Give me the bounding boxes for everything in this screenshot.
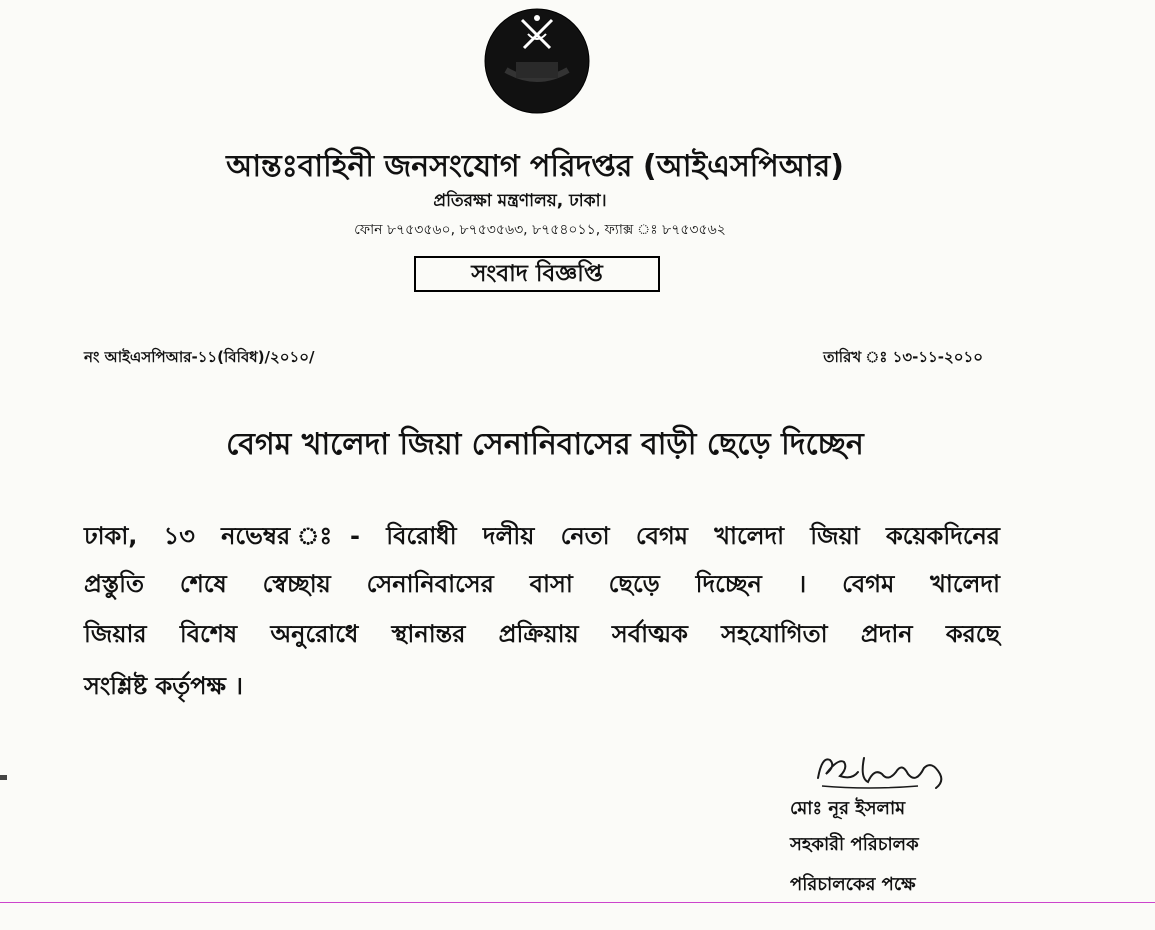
headline: বেগম খালেদা জিয়া সেনানিবাসের বাড়ী ছেড়ে দিচ্ছেন <box>226 427 864 462</box>
body-line-3: জিয়ার বিশেষ অনুরোধে স্থানান্তর প্রক্রিয়ায় সর্বাত্মক সহযোগিতা প্রদান করছে <box>84 620 1000 648</box>
on-behalf-of-director: পরিচালকের পক্ষে <box>790 874 916 895</box>
ministry-line: প্রতিরক্ষা মন্ত্রণালয়, ঢাকা। <box>433 191 607 211</box>
scan-mark <box>0 775 7 780</box>
reference-number: নং আইএসপিআর-১১(বিবিধ)/২০১০/ <box>84 348 315 366</box>
body-line-2: প্রস্তুতি শেষে স্বেচ্ছায় সেনানিবাসের বাসা ছেড়ে দিচ্ছেন । বেগম খালেদা <box>84 570 1000 598</box>
release-date: তারিখ ঃ ১৩-১১-২০১০ <box>823 348 983 366</box>
ispr-emblem-logo <box>484 8 590 114</box>
handwritten-signature <box>808 738 958 796</box>
signatory-title: সহকারী পরিচালক <box>790 834 919 855</box>
signatory-name: মোঃ নূর ইসলাম <box>790 798 906 819</box>
organization-name: আন্তঃবাহিনী জনসংযোগ পরিদপ্তর (আইএসপিআর) <box>226 149 844 184</box>
body-line-4: সংশ্লিষ্ট কর্তৃপক্ষ । <box>84 672 243 700</box>
contact-numbers: ফোন ৮৭৫৩৫৬০, ৮৭৫৩৫৬৩, ৮৭৫৪০১১, ফ্যাক্স ঃ ৮৭৫৩৫৬২ <box>354 222 726 238</box>
press-release-title-text: সংবাদ বিজ্ঞপ্তি <box>471 260 603 287</box>
press-release-title <box>414 256 660 292</box>
body-line-1: ঢাকা, ১৩ নভেম্বর ঃ- বিরোধী দলীয় নেতা বেগম খালেদা জিয়া কয়েকদিনের <box>84 522 1000 550</box>
bottom-rule-line <box>0 902 1155 903</box>
